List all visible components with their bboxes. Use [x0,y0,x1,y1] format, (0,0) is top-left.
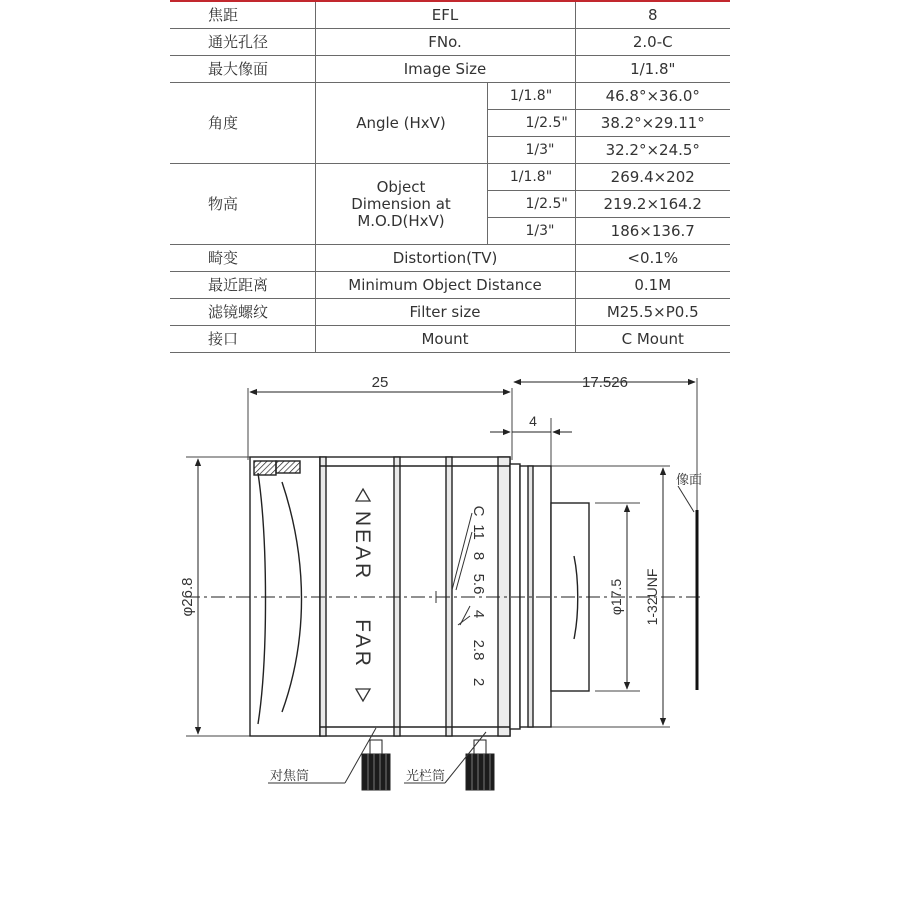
spec-value: 38.2°×29.11° [575,110,730,137]
spec-value: 186×136.7 [575,218,730,245]
focus-ring-label: 对焦筒 [270,768,310,783]
spec-format: 1/3" [487,218,575,245]
spec-label-en: Angle (HxV) [315,83,487,164]
spec-format: 1/2.5" [487,191,575,218]
spec-label-zh: 通光孔径 [170,29,315,56]
spec-label-zh: 最大像面 [170,56,315,83]
thread-label: 1-32UNF [644,568,660,626]
far-label: FAR [351,619,374,669]
spec-row-mod [170,272,730,299]
spec-row-fno [170,29,730,56]
f-stop-8: 8 [470,551,487,561]
iris-knob [466,740,494,790]
f-stop-11: 11 [470,524,487,540]
dim-diameter-label: φ26.8 [179,577,196,617]
spec-format: 1/2.5" [487,110,575,137]
spec-label-zh: 滤镜螺纹 [170,299,315,326]
spec-label-en: Minimum Object Distance [315,272,575,299]
spec-label-zh: 最近距离 [170,272,315,299]
f-stop-c: C [470,505,487,517]
spec-row-mount [170,326,730,353]
spec-format: 1/3" [487,137,575,164]
dim-back-label: 17.526 [582,374,628,391]
spec-label-en: FNo. [315,29,575,56]
spec-row-distortion [170,245,730,272]
object-line-1: Object [376,177,426,196]
spec-value: <0.1% [575,245,730,272]
f-stop-5-6: 5.6 [470,573,487,595]
spec-label-en: EFL [315,1,575,29]
spec-value: 8 [575,1,730,29]
f-stop-2-8: 2.8 [470,639,487,661]
spec-label-en: Distortion(TV) [315,245,575,272]
spec-label-en: Image Size [315,56,575,83]
near-label: NEAR [351,510,374,582]
object-line-2: Dimension at [351,194,451,213]
spec-value: M25.5×P0.5 [575,299,730,326]
spec-label-zh: 接口 [170,326,315,353]
spec-label-en: Mount [315,326,575,353]
spec-row-object [170,164,730,191]
spec-label-zh: 角度 [170,83,315,164]
spec-format: 1/1.8" [487,83,575,110]
spec-row-angle [170,83,730,110]
spec-value: 219.2×164.2 [575,191,730,218]
f-stop-4: 4 [470,609,487,619]
spec-value: 46.8°×36.0° [575,83,730,110]
lens-drawing [0,360,900,900]
spec-value: 269.4×202 [575,164,730,191]
spec-label-zh: 物高 [170,164,315,245]
spec-row-image-size [170,56,730,83]
spec-label-en: Filter size [315,299,575,326]
spec-value: 1/1.8" [575,56,730,83]
spec-value: 32.2°×24.5° [575,137,730,164]
spec-row-filter [170,299,730,326]
dim-flange-label: 4 [529,413,537,429]
spec-label-zh: 焦距 [170,1,315,29]
object-line-3: M.O.D(HxV) [357,211,445,230]
focus-knob [362,740,390,790]
spec-value: C Mount [575,326,730,353]
f-stop-2: 2 [470,677,487,687]
image-plane-label: 像面 [676,472,703,487]
spec-table [170,0,730,353]
iris-ring-label: 光栏筒 [406,768,446,783]
spec-row-efl [170,1,730,29]
spec-format: 1/1.8" [487,164,575,191]
dim-rear-label: φ17.5 [608,578,624,616]
spec-label-zh: 畸变 [170,245,315,272]
spec-value: 0.1M [575,272,730,299]
spec-value: 2.0-C [575,29,730,56]
dim-length-label: 25 [371,374,389,391]
spec-label-en [315,164,487,245]
